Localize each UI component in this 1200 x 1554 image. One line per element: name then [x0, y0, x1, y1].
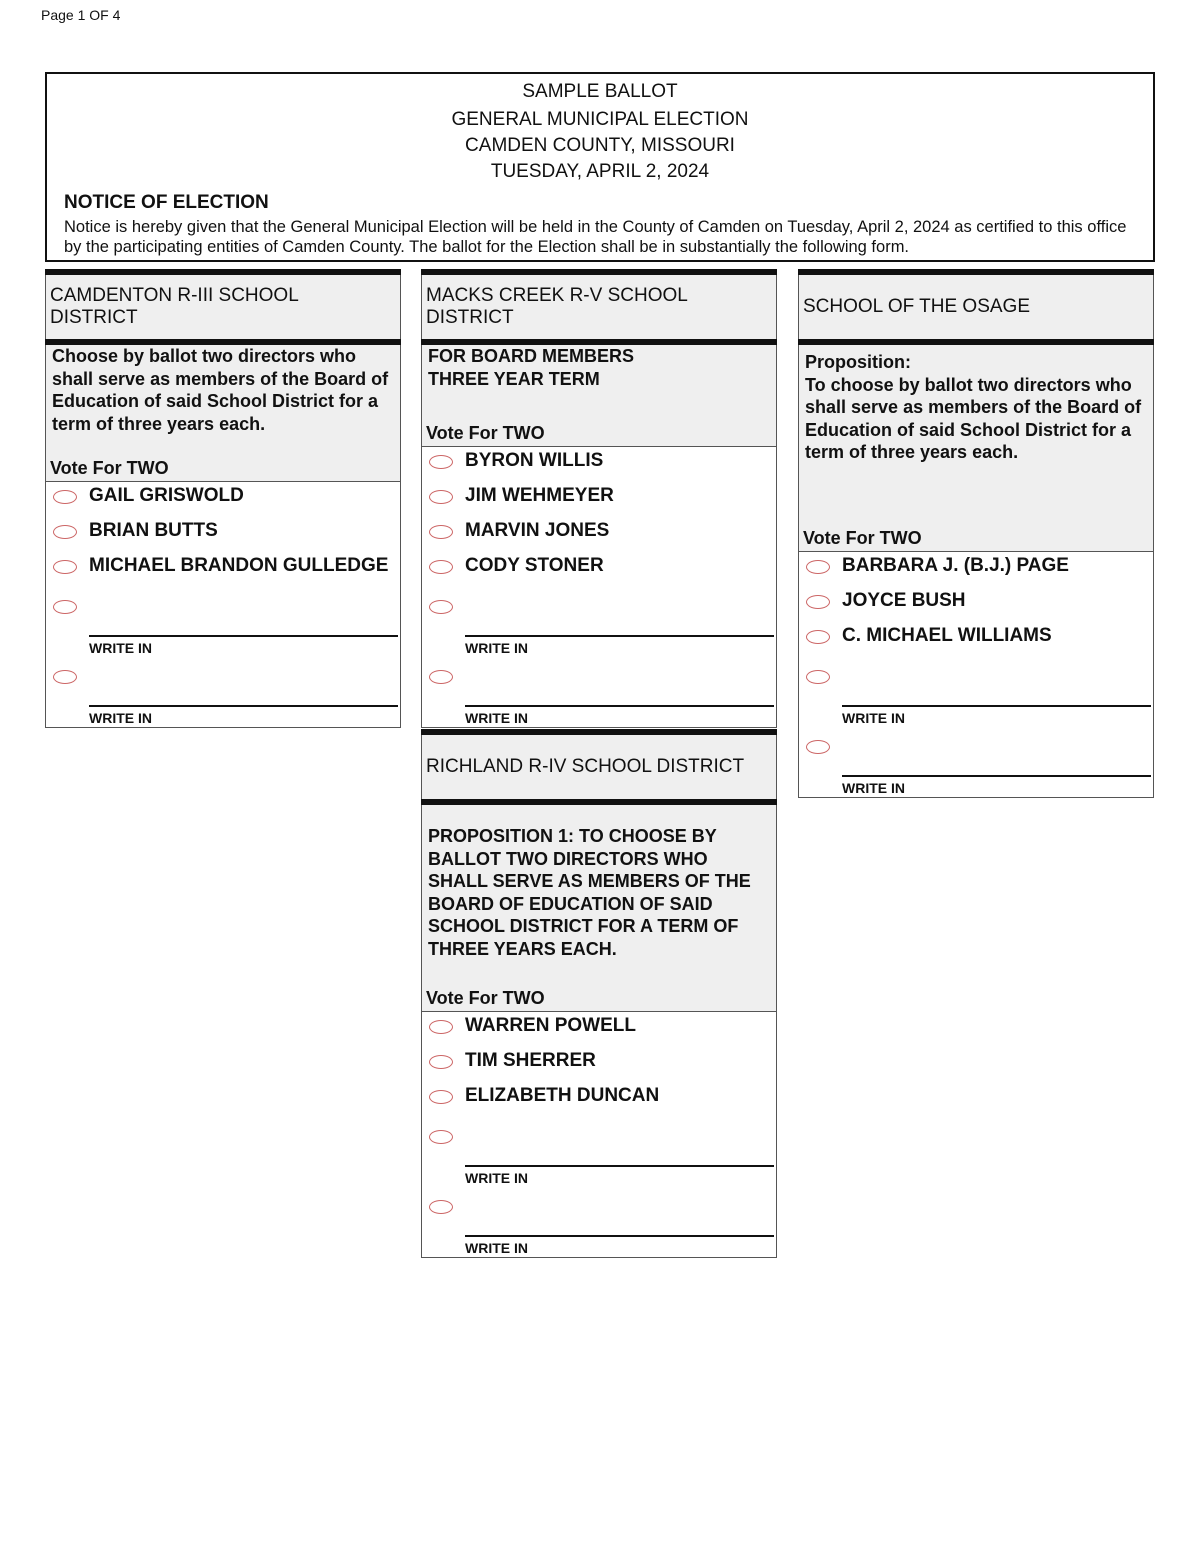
write-in-row[interactable]	[422, 657, 776, 727]
write-in-line[interactable]	[842, 775, 1151, 777]
candidate-row[interactable]	[799, 587, 1153, 622]
candidate-row[interactable]	[46, 482, 400, 517]
contest-2	[421, 269, 777, 728]
candidate-row[interactable]	[46, 517, 400, 552]
vote-oval[interactable]	[429, 525, 453, 539]
vote-oval[interactable]	[429, 1090, 453, 1104]
vote-oval[interactable]	[429, 1130, 453, 1144]
vote-oval[interactable]	[806, 670, 830, 684]
vote-oval[interactable]	[53, 560, 77, 574]
write-in-row[interactable]	[422, 1117, 776, 1187]
instruction-text: FOR BOARD MEMBERS THREE YEAR TERM	[428, 346, 634, 389]
contest-name	[46, 275, 400, 339]
vote-oval[interactable]	[429, 560, 453, 574]
vote-oval[interactable]	[806, 740, 830, 754]
contest-name-text: RICHLAND R-IV SCHOOL DISTRICT	[426, 756, 745, 777]
notice-body: Notice is hereby given that the General Municipal Election will be held in the County of Camden on Tuesday, April 2, 2024 as certified to this office by the participating entities of Camden County. The ballot for the Election shall be in substantially the following form.	[64, 218, 1127, 256]
vote-for-label: Vote For TWO	[426, 423, 545, 443]
vote-oval[interactable]	[429, 670, 453, 684]
instruction-text: Proposition: To choose by ballot two directors who shall serve as members of the Board of Education of said School District for a term of three years each.	[805, 352, 1142, 462]
contest-name-text: SCHOOL OF THE OSAGE	[803, 296, 1030, 317]
candidate-name: WARREN POWELL	[465, 1015, 636, 1036]
vote-oval[interactable]	[806, 630, 830, 644]
instruction-text: Choose by ballot two directors who shall serve as members of the Board of Education of said School District for a term of three years each.	[52, 346, 389, 434]
contest-instructions	[46, 345, 400, 482]
vote-oval[interactable]	[429, 1200, 453, 1214]
write-in-label: WRITE IN	[89, 710, 152, 726]
vote-oval[interactable]	[53, 490, 77, 504]
write-in-line[interactable]	[89, 705, 398, 707]
write-in-label: WRITE IN	[465, 1170, 528, 1186]
write-in-row[interactable]	[422, 587, 776, 657]
candidate-row[interactable]	[422, 482, 776, 517]
contest-instructions	[799, 345, 1153, 552]
vote-oval[interactable]	[429, 1055, 453, 1069]
candidate-name: BYRON WILLIS	[465, 450, 604, 471]
vote-for-label: Vote For TWO	[803, 528, 922, 548]
write-in-line[interactable]	[465, 1165, 774, 1167]
candidate-name: JOYCE BUSH	[842, 590, 966, 611]
candidate-row[interactable]	[422, 447, 776, 482]
contest-name-text: CAMDENTON R-III SCHOOL DISTRICT	[50, 285, 299, 328]
vote-oval[interactable]	[429, 455, 453, 469]
election-date: TUESDAY, APRIL 2, 2024	[490, 161, 710, 182]
write-in-line[interactable]	[89, 635, 398, 637]
write-in-line[interactable]	[465, 705, 774, 707]
contest-instructions	[422, 345, 776, 447]
write-in-label: WRITE IN	[89, 640, 152, 656]
candidate-name: JIM WEHMEYER	[465, 485, 614, 506]
contest-name-text: MACKS CREEK R-V SCHOOL DISTRICT	[426, 285, 688, 328]
vote-for-label: Vote For TWO	[426, 988, 545, 1008]
vote-oval[interactable]	[429, 490, 453, 504]
write-in-label: WRITE IN	[465, 1240, 528, 1256]
vote-oval[interactable]	[53, 670, 77, 684]
candidate-row[interactable]	[422, 1012, 776, 1047]
candidate-name: MICHAEL BRANDON GULLEDGE	[89, 555, 389, 576]
write-in-row[interactable]	[46, 657, 400, 727]
candidate-name: MARVIN JONES	[465, 520, 610, 541]
write-in-row[interactable]	[422, 1187, 776, 1257]
candidate-name: C. MICHAEL WILLIAMS	[842, 625, 1052, 646]
candidate-name: BRIAN BUTTS	[89, 520, 218, 541]
write-in-row[interactable]	[799, 727, 1153, 797]
contest-instructions	[422, 805, 776, 1012]
write-in-row[interactable]	[46, 587, 400, 657]
write-in-line[interactable]	[465, 1235, 774, 1237]
write-in-label: WRITE IN	[842, 710, 905, 726]
contest-4	[421, 729, 777, 1258]
election-name: GENERAL MUNICIPAL ELECTION	[451, 109, 749, 130]
candidate-row[interactable]	[799, 552, 1153, 587]
write-in-label: WRITE IN	[842, 780, 905, 796]
candidate-name: CODY STONER	[465, 555, 604, 576]
write-in-label: WRITE IN	[465, 710, 528, 726]
candidate-name: GAIL GRISWOLD	[89, 485, 244, 506]
contest-name	[799, 275, 1153, 339]
write-in-line[interactable]	[465, 635, 774, 637]
contest-1	[45, 269, 401, 728]
write-in-line[interactable]	[842, 705, 1151, 707]
county-name: CAMDEN COUNTY, MISSOURI	[465, 135, 735, 156]
contest-name	[422, 735, 776, 799]
instruction-text: PROPOSITION 1: TO CHOOSE BY BALLOT TWO DIRECTORS WHO SHALL SERVE AS MEMBERS OF THE BOARD OF EDUCATION OF SAID SCHOOL DISTRICT FOR A TERM OF THREE YEARS EACH.	[428, 826, 751, 959]
vote-for-label: Vote For TWO	[50, 458, 169, 478]
ballot-title: SAMPLE BALLOT	[522, 81, 678, 102]
write-in-label: WRITE IN	[465, 640, 528, 656]
vote-oval[interactable]	[429, 1020, 453, 1034]
candidate-name: TIM SHERRER	[465, 1050, 596, 1071]
candidate-row[interactable]	[46, 552, 400, 587]
candidate-row[interactable]	[422, 1047, 776, 1082]
vote-oval[interactable]	[53, 525, 77, 539]
write-in-row[interactable]	[799, 657, 1153, 727]
vote-oval[interactable]	[806, 595, 830, 609]
candidate-row[interactable]	[422, 552, 776, 587]
vote-oval[interactable]	[53, 600, 77, 614]
contest-name	[422, 275, 776, 339]
candidate-name: ELIZABETH DUNCAN	[465, 1085, 660, 1106]
page-number: Page 1 OF 4	[41, 7, 121, 23]
candidate-name: BARBARA J. (B.J.) PAGE	[842, 555, 1069, 576]
vote-oval[interactable]	[429, 600, 453, 614]
candidate-row[interactable]	[799, 622, 1153, 657]
contest-3	[798, 269, 1154, 798]
ballot-header	[45, 72, 1155, 262]
candidate-row[interactable]	[422, 1082, 776, 1117]
vote-oval[interactable]	[806, 560, 830, 574]
notice-title: NOTICE OF ELECTION	[64, 192, 269, 213]
candidate-row[interactable]	[422, 517, 776, 552]
